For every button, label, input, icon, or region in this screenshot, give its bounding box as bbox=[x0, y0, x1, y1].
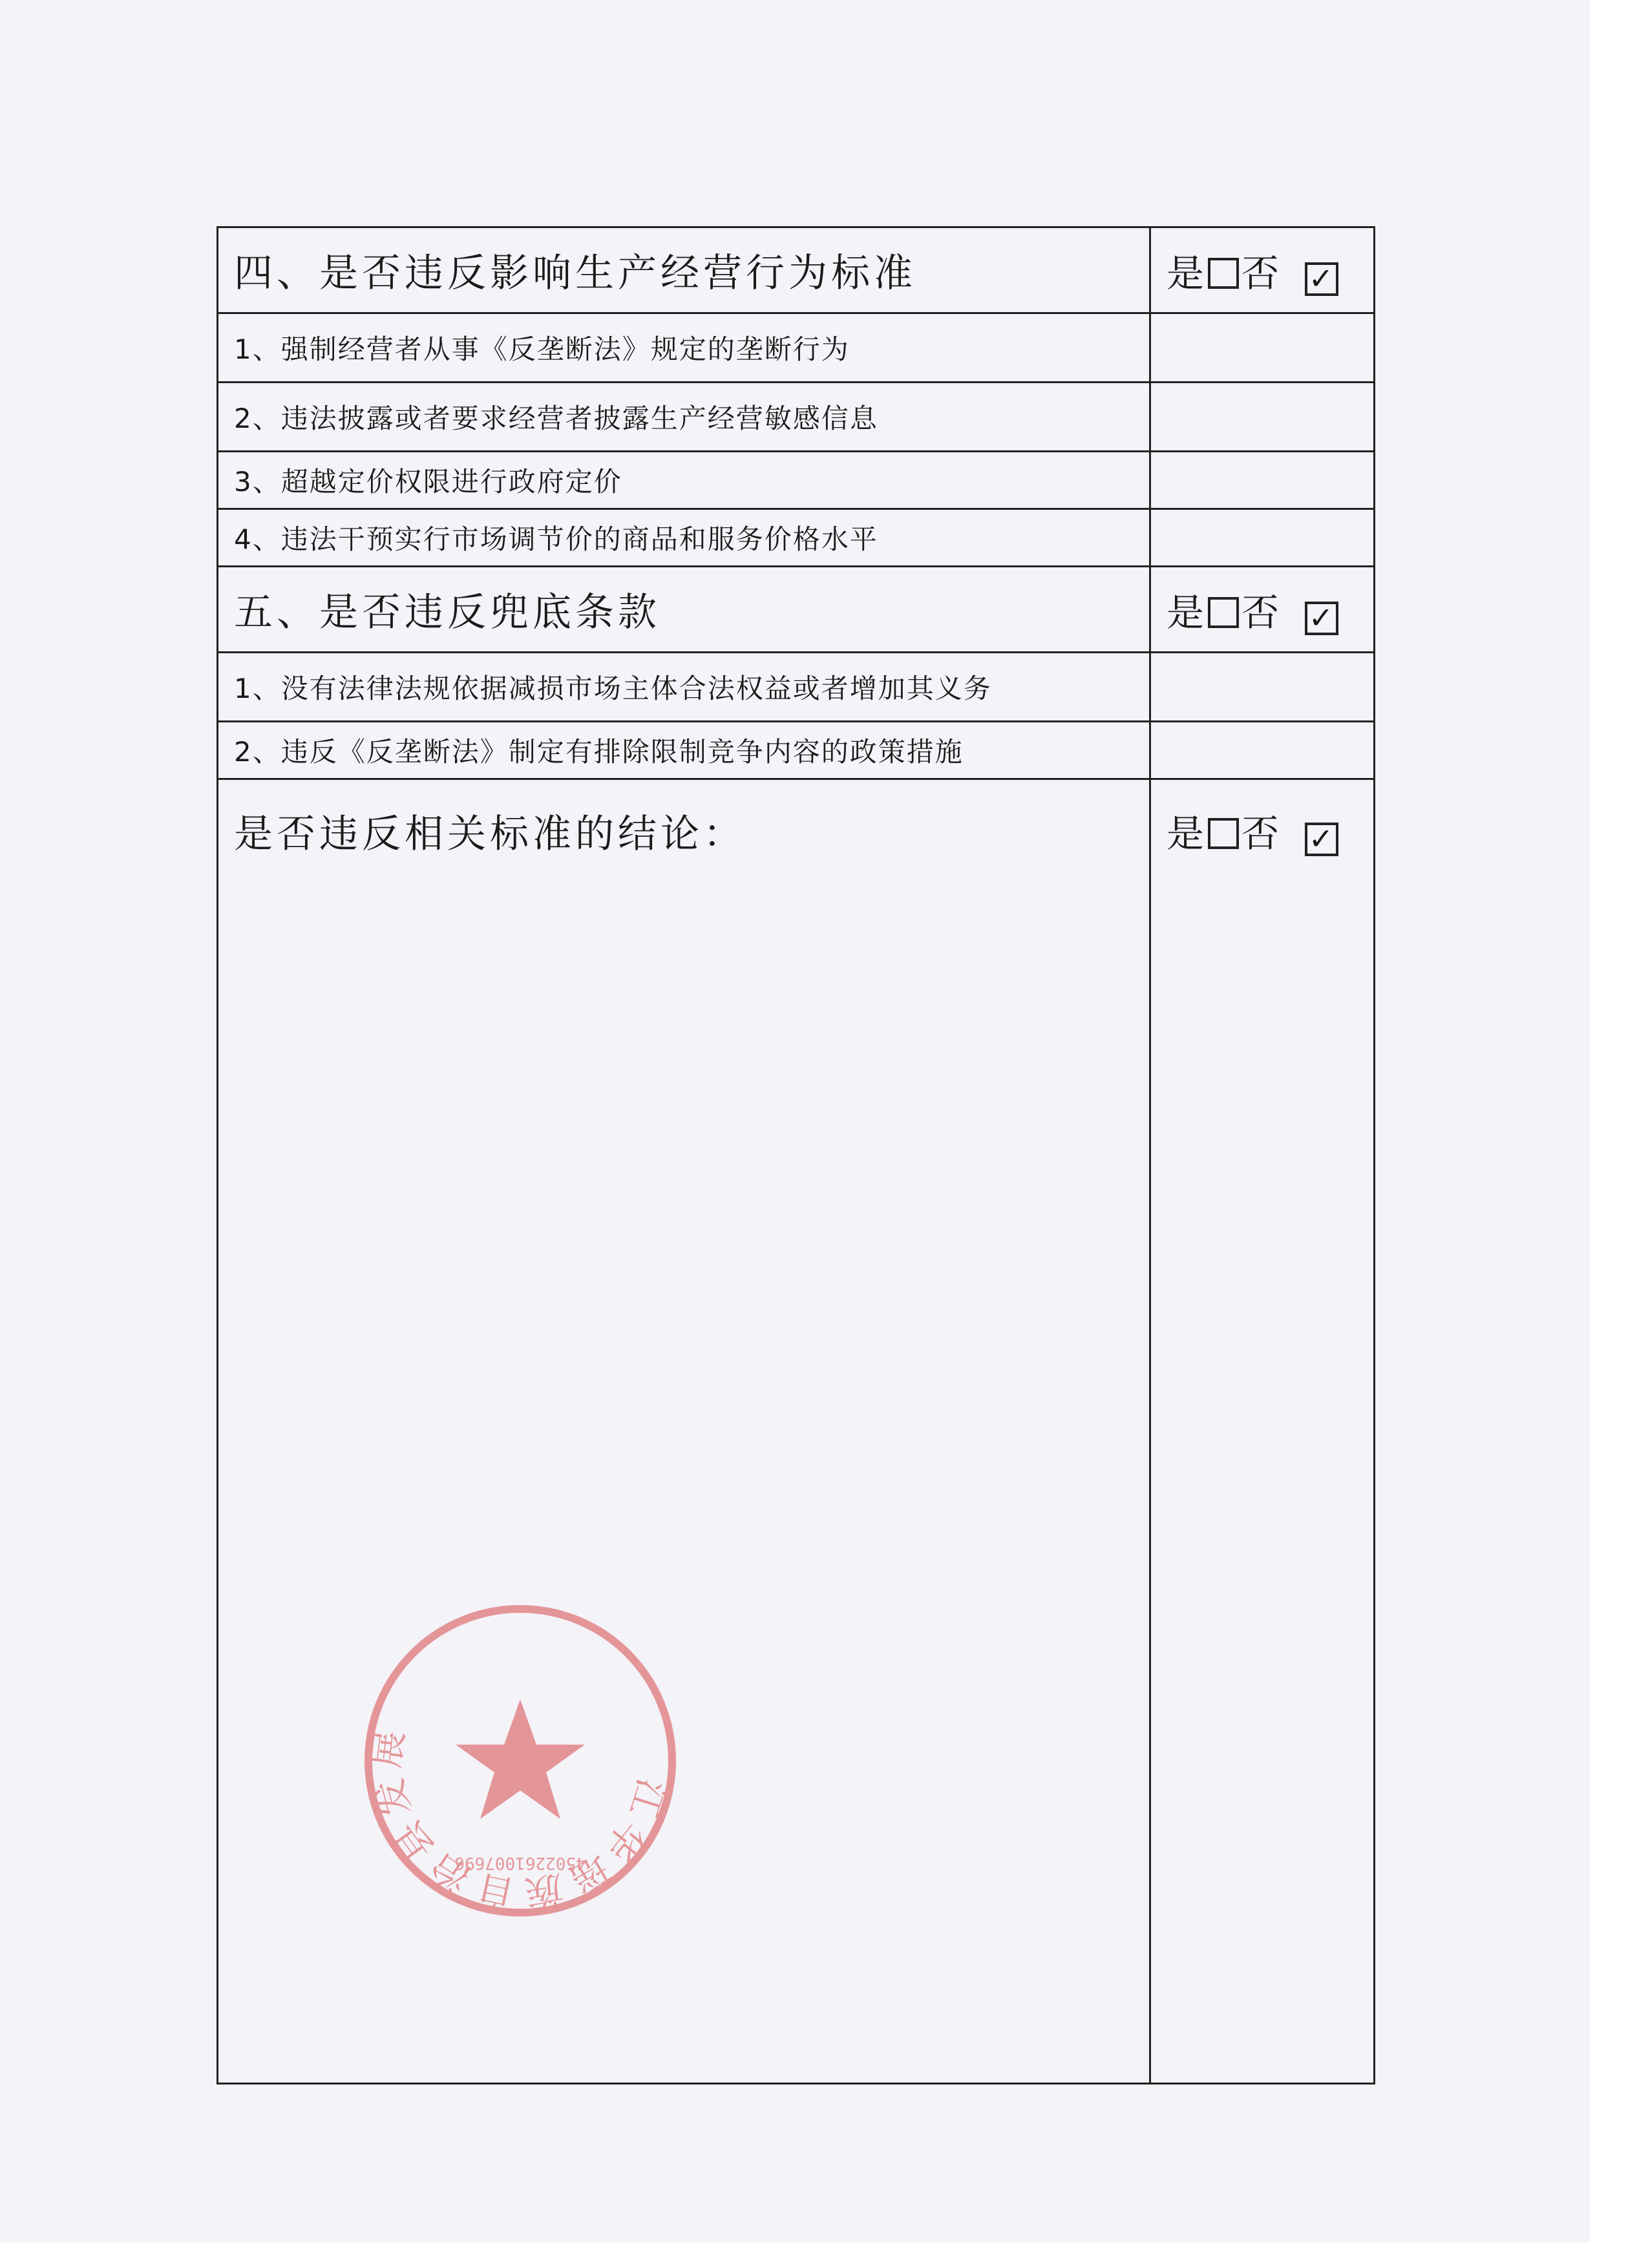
item-text: 4、违法干预实行市场调节价的商品和服务价格水平 bbox=[234, 523, 878, 555]
yes-checkbox[interactable] bbox=[1208, 258, 1239, 289]
item-text: 1、没有法律法规依据减损市场主体合法权益或者增加其义务 bbox=[234, 673, 992, 704]
no-label: 否 bbox=[1241, 812, 1281, 856]
no-checkbox-checked[interactable] bbox=[1305, 823, 1338, 856]
section-5-header bbox=[218, 567, 1375, 653]
yes-label: 是 bbox=[1167, 812, 1206, 856]
conclusion-answer bbox=[1150, 779, 1375, 2084]
item-text: 2、违法披露或者要求经营者披露生产经营敏感信息 bbox=[234, 403, 878, 434]
official-seal bbox=[359, 1599, 682, 1922]
section-5-item-2 bbox=[218, 722, 1375, 779]
no-label: 否 bbox=[1241, 591, 1281, 635]
yes-label: 是 bbox=[1167, 591, 1206, 635]
section-4-answer bbox=[1150, 227, 1375, 313]
section-4-item-4 bbox=[218, 509, 1375, 567]
section-4-item-1 bbox=[218, 313, 1375, 383]
section-5-answer bbox=[1150, 567, 1375, 653]
no-checkbox-checked[interactable] bbox=[1305, 262, 1338, 296]
item-answer-cell bbox=[1150, 722, 1375, 779]
no-checkbox-checked[interactable] bbox=[1305, 602, 1338, 635]
seal-text: 江华瑶族自治县发展 bbox=[364, 1721, 675, 1917]
star-icon bbox=[456, 1699, 585, 1819]
check-icon: ✓ bbox=[1308, 821, 1335, 856]
item-text: 3、超越定价权限进行政府定价 bbox=[234, 466, 622, 498]
seal-code: 4502261007696 bbox=[454, 1853, 586, 1873]
section-4-item-2 bbox=[218, 383, 1375, 452]
item-answer-cell bbox=[1150, 653, 1375, 722]
paper-edge bbox=[1590, 0, 1648, 2268]
section-4-header bbox=[218, 227, 1375, 313]
section-4-title: 四、是否违反影响生产经营行为标准 bbox=[234, 251, 916, 296]
no-label: 否 bbox=[1241, 251, 1281, 295]
conclusion-label: 是否违反相关标准的结论： bbox=[234, 812, 746, 857]
section-4-item-3 bbox=[218, 452, 1375, 509]
item-text: 1、强制经营者从事《反垄断法》规定的垄断行为 bbox=[234, 333, 850, 365]
item-answer-cell bbox=[1150, 452, 1375, 509]
section-5-item-1 bbox=[218, 653, 1375, 722]
yes-label: 是 bbox=[1167, 251, 1206, 295]
item-answer-cell bbox=[1150, 509, 1375, 567]
yes-checkbox[interactable] bbox=[1208, 818, 1239, 849]
section-5-title: 五、是否违反兜底条款 bbox=[234, 590, 660, 635]
yes-checkbox[interactable] bbox=[1208, 597, 1239, 628]
item-text: 2、违反《反垄断法》制定有排除限制竞争内容的政策措施 bbox=[234, 736, 964, 768]
item-answer-cell bbox=[1150, 313, 1375, 383]
check-icon: ✓ bbox=[1308, 261, 1335, 296]
check-icon: ✓ bbox=[1308, 600, 1335, 635]
item-answer-cell bbox=[1150, 383, 1375, 452]
paper-bottom bbox=[0, 2242, 1648, 2268]
